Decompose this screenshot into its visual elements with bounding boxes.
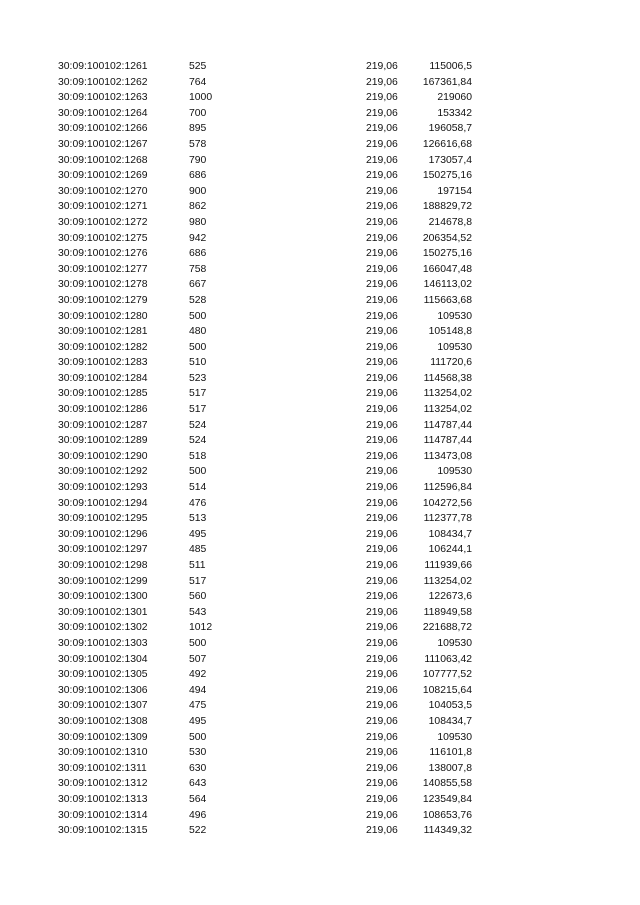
rate-cell: 219,06 <box>366 825 398 837</box>
rate-cell: 219,06 <box>366 622 398 634</box>
cadastral-number-cell: 30:09:100102:1280 <box>58 310 148 322</box>
cadastral-number-cell: 30:09:100102:1300 <box>58 591 148 603</box>
cadastral-number-cell: 30:09:100102:1279 <box>58 294 148 306</box>
area-cell: 1012 <box>189 622 213 634</box>
rate-cell: 219,06 <box>366 248 398 260</box>
cadastral-number-cell: 30:09:100102:1312 <box>58 778 148 790</box>
value-cell: 114568,38 <box>423 372 472 384</box>
cadastral-number-cell: 30:09:100102:1303 <box>58 637 148 649</box>
value-cell: 108215,64 <box>422 684 472 696</box>
rate-cell: 219,06 <box>366 216 398 228</box>
rate-cell: 219,06 <box>366 107 398 119</box>
value-cell: 112596,84 <box>423 482 472 494</box>
table-row <box>0 496 640 512</box>
cadastral-number-cell: 30:09:100102:1270 <box>58 185 148 197</box>
value-cell: 111939,66 <box>424 560 472 571</box>
cadastral-number-cell: 30:09:100102:1272 <box>58 216 148 228</box>
area-cell: 500 <box>189 637 207 649</box>
cadastral-number-cell: 30:09:100102:1297 <box>58 544 148 556</box>
area-cell: 517 <box>189 404 207 416</box>
table-row <box>0 683 640 699</box>
table-row <box>0 792 640 808</box>
cadastral-number-cell: 30:09:100102:1261 <box>58 61 148 72</box>
table-row <box>0 215 640 231</box>
cadastral-number-cell: 30:09:100102:1271 <box>58 201 148 213</box>
rate-cell: 219,06 <box>366 466 398 478</box>
table-row <box>0 371 640 387</box>
rate-cell: 219,06 <box>366 185 398 197</box>
cadastral-number-cell: 30:09:100102:1285 <box>58 388 148 400</box>
rate-cell: 219,06 <box>366 201 398 213</box>
area-cell: 578 <box>189 138 207 150</box>
table-row <box>0 59 640 75</box>
value-cell: 214678,8 <box>428 216 472 228</box>
cadastral-number-cell: 30:09:100102:1305 <box>58 669 148 681</box>
table-row <box>0 153 640 169</box>
area-cell: 862 <box>189 201 207 213</box>
rate-cell: 219,06 <box>366 778 398 790</box>
area-cell: 517 <box>189 575 207 587</box>
area-cell: 686 <box>189 170 207 182</box>
value-cell: 188829,72 <box>422 201 472 213</box>
value-cell: 116101,8 <box>429 747 472 759</box>
area-cell: 790 <box>189 154 207 166</box>
value-cell: 109530 <box>437 637 472 649</box>
area-cell: 510 <box>189 357 207 369</box>
cadastral-number-cell: 30:09:100102:1276 <box>58 248 148 260</box>
table-row <box>0 324 640 340</box>
area-cell: 980 <box>189 216 207 228</box>
area-cell: 514 <box>189 482 207 494</box>
value-cell: 126616,68 <box>422 138 472 150</box>
area-cell: 476 <box>189 497 207 509</box>
area-cell: 523 <box>189 372 207 384</box>
table-row <box>0 293 640 309</box>
value-cell: 115006,5 <box>429 61 472 72</box>
rate-cell: 219,06 <box>366 326 398 338</box>
value-cell: 114349,32 <box>423 825 472 837</box>
value-cell: 114787,44 <box>423 435 472 447</box>
cadastral-number-cell: 30:09:100102:1283 <box>58 357 148 369</box>
value-cell: 112377,78 <box>423 513 472 525</box>
rate-cell: 219,06 <box>366 357 398 369</box>
area-cell: 513 <box>189 513 207 525</box>
table-row <box>0 480 640 496</box>
rate-cell: 219,06 <box>366 637 398 649</box>
cadastral-number-cell: 30:09:100102:1309 <box>58 731 148 743</box>
value-cell: 150275,16 <box>422 248 472 260</box>
rate-cell: 219,06 <box>366 138 398 150</box>
area-cell: 518 <box>189 450 207 462</box>
cadastral-number-cell: 30:09:100102:1281 <box>58 326 148 338</box>
area-cell: 500 <box>189 731 207 743</box>
rate-cell: 219,06 <box>366 372 398 384</box>
cadastral-number-cell: 30:09:100102:1306 <box>58 684 148 696</box>
rate-cell: 219,06 <box>366 669 398 681</box>
cadastral-number-cell: 30:09:100102:1298 <box>58 560 148 571</box>
table-row <box>0 776 640 792</box>
table-row <box>0 121 640 137</box>
area-cell: 686 <box>189 248 207 260</box>
area-cell: 475 <box>189 700 207 712</box>
table-row <box>0 605 640 621</box>
table-row <box>0 418 640 434</box>
area-cell: 495 <box>189 715 207 727</box>
table-row <box>0 745 640 761</box>
table-row <box>0 402 640 418</box>
table-row <box>0 433 640 449</box>
value-cell: 109530 <box>437 466 472 478</box>
cadastral-number-cell: 30:09:100102:1267 <box>58 138 148 150</box>
rate-cell: 219,06 <box>366 747 398 759</box>
area-cell: 895 <box>189 123 207 135</box>
value-cell: 197154 <box>437 185 472 197</box>
cadastral-number-cell: 30:09:100102:1301 <box>58 606 148 618</box>
cadastral-number-cell: 30:09:100102:1314 <box>58 809 148 821</box>
rate-cell: 219,06 <box>366 793 398 805</box>
cadastral-number-cell: 30:09:100102:1311 <box>58 762 147 774</box>
rate-cell: 219,06 <box>366 123 398 135</box>
rate-cell: 219,06 <box>366 715 398 727</box>
value-cell: 166047,48 <box>422 263 472 275</box>
value-cell: 115663,68 <box>423 294 472 306</box>
value-cell: 113254,02 <box>423 575 472 587</box>
area-cell: 485 <box>189 544 207 556</box>
area-cell: 500 <box>189 310 207 322</box>
rate-cell: 219,06 <box>366 528 398 540</box>
area-cell: 764 <box>189 76 207 88</box>
table-row <box>0 246 640 262</box>
rate-cell: 219,06 <box>366 762 398 774</box>
value-cell: 105148,8 <box>428 326 472 338</box>
table-row <box>0 386 640 402</box>
value-cell: 146113,02 <box>423 279 472 291</box>
table-row <box>0 730 640 746</box>
value-cell: 122673,6 <box>428 591 472 603</box>
rate-cell: 219,06 <box>366 482 398 494</box>
cadastral-number-cell: 30:09:100102:1290 <box>58 450 148 462</box>
cadastral-number-cell: 30:09:100102:1308 <box>58 715 148 727</box>
cadastral-number-cell: 30:09:100102:1307 <box>58 700 148 712</box>
area-cell: 500 <box>189 341 207 353</box>
table-row <box>0 589 640 605</box>
value-cell: 107777,52 <box>422 669 472 681</box>
area-cell: 492 <box>189 669 207 681</box>
cadastral-number-cell: 30:09:100102:1292 <box>58 466 148 478</box>
area-cell: 480 <box>189 326 207 338</box>
value-cell: 206354,52 <box>422 232 472 244</box>
table-row <box>0 511 640 527</box>
area-cell: 643 <box>189 778 207 790</box>
value-cell: 104272,56 <box>422 497 472 509</box>
rate-cell: 219,06 <box>366 450 398 462</box>
rate-cell: 219,06 <box>366 684 398 696</box>
area-cell: 511 <box>189 560 206 571</box>
rate-cell: 219,06 <box>366 731 398 743</box>
rate-cell: 219,06 <box>366 497 398 509</box>
area-cell: 900 <box>189 185 207 197</box>
rate-cell: 219,06 <box>366 310 398 322</box>
area-cell: 530 <box>189 747 207 759</box>
value-cell: 109530 <box>437 731 472 743</box>
area-cell: 525 <box>189 61 207 72</box>
area-cell: 495 <box>189 528 207 540</box>
table-row <box>0 277 640 293</box>
area-cell: 543 <box>189 606 207 618</box>
area-cell: 496 <box>189 809 207 821</box>
cadastral-number-cell: 30:09:100102:1268 <box>58 154 148 166</box>
table-row <box>0 761 640 777</box>
cadastral-number-cell: 30:09:100102:1263 <box>58 92 148 104</box>
value-cell: 219060 <box>437 92 472 104</box>
rate-cell: 219,06 <box>366 653 398 665</box>
table-row <box>0 90 640 106</box>
cadastral-number-cell: 30:09:100102:1266 <box>58 123 148 135</box>
table-row <box>0 106 640 122</box>
value-cell: 138007,8 <box>428 762 472 774</box>
value-cell: 108653,76 <box>422 809 472 821</box>
rate-cell: 219,06 <box>366 76 398 88</box>
table-row <box>0 698 640 714</box>
table-row <box>0 558 640 574</box>
rate-cell: 219,06 <box>366 575 398 587</box>
rate-cell: 219,06 <box>366 606 398 618</box>
table-row <box>0 636 640 652</box>
rate-cell: 219,06 <box>366 92 398 104</box>
value-cell: 123549,84 <box>422 793 472 805</box>
value-cell: 111720,6 <box>430 357 472 369</box>
area-cell: 564 <box>189 793 207 805</box>
table-row <box>0 464 640 480</box>
area-cell: 700 <box>189 107 207 119</box>
value-cell: 106244,1 <box>428 544 472 556</box>
rate-cell: 219,06 <box>366 560 398 571</box>
rate-cell: 219,06 <box>366 154 398 166</box>
rate-cell: 219,06 <box>366 404 398 416</box>
cadastral-number-cell: 30:09:100102:1287 <box>58 419 148 431</box>
table-row <box>0 340 640 356</box>
table-row <box>0 199 640 215</box>
table-row <box>0 449 640 465</box>
area-cell: 758 <box>189 263 207 275</box>
rate-cell: 219,06 <box>366 700 398 712</box>
cadastral-number-cell: 30:09:100102:1284 <box>58 372 148 384</box>
value-cell: 196058,7 <box>428 123 472 135</box>
value-cell: 111063,42 <box>424 653 472 665</box>
rate-cell: 219,06 <box>366 435 398 447</box>
area-cell: 667 <box>189 279 207 291</box>
cadastral-number-cell: 30:09:100102:1295 <box>58 513 148 525</box>
value-cell: 150275,16 <box>422 170 472 182</box>
area-cell: 560 <box>189 591 207 603</box>
cadastral-number-cell: 30:09:100102:1262 <box>58 76 148 88</box>
area-cell: 942 <box>189 232 207 244</box>
value-cell: 167361,84 <box>422 76 472 88</box>
rate-cell: 219,06 <box>366 419 398 431</box>
area-cell: 630 <box>189 762 207 774</box>
table-row <box>0 823 640 839</box>
table-row <box>0 620 640 636</box>
cadastral-number-cell: 30:09:100102:1302 <box>58 622 148 634</box>
rate-cell: 219,06 <box>366 170 398 182</box>
value-cell: 153342 <box>437 107 472 119</box>
value-cell: 118949,58 <box>423 606 472 618</box>
table-row <box>0 574 640 590</box>
cadastral-number-cell: 30:09:100102:1269 <box>58 170 148 182</box>
table-row <box>0 667 640 683</box>
value-cell: 109530 <box>437 310 472 322</box>
table-row <box>0 542 640 558</box>
value-cell: 173057,4 <box>428 154 472 166</box>
rate-cell: 219,06 <box>366 263 398 275</box>
rate-cell: 219,06 <box>366 388 398 400</box>
rate-cell: 219,06 <box>366 513 398 525</box>
cadastral-number-cell: 30:09:100102:1299 <box>58 575 148 587</box>
cadastral-number-cell: 30:09:100102:1286 <box>58 404 148 416</box>
area-cell: 1000 <box>189 92 213 104</box>
rate-cell: 219,06 <box>366 544 398 556</box>
rate-cell: 219,06 <box>366 279 398 291</box>
rate-cell: 219,06 <box>366 232 398 244</box>
cadastral-number-cell: 30:09:100102:1264 <box>58 107 148 119</box>
cadastral-number-cell: 30:09:100102:1294 <box>58 497 148 509</box>
cadastral-number-cell: 30:09:100102:1278 <box>58 279 148 291</box>
area-cell: 494 <box>189 684 207 696</box>
area-cell: 522 <box>189 825 207 837</box>
cadastral-number-cell: 30:09:100102:1289 <box>58 435 148 447</box>
area-cell: 500 <box>189 466 207 478</box>
value-cell: 113473,08 <box>423 450 472 462</box>
value-cell: 221688,72 <box>422 622 472 634</box>
rate-cell: 219,06 <box>366 61 398 72</box>
area-cell: 507 <box>189 653 207 665</box>
table-row <box>0 75 640 91</box>
cadastral-number-cell: 30:09:100102:1293 <box>58 482 148 494</box>
table-row <box>0 184 640 200</box>
cadastral-number-cell: 30:09:100102:1275 <box>58 232 148 244</box>
value-cell: 113254,02 <box>423 388 472 400</box>
table-row <box>0 137 640 153</box>
value-cell: 104053,5 <box>428 700 472 712</box>
rate-cell: 219,06 <box>366 809 398 821</box>
value-cell: 113254,02 <box>423 404 472 416</box>
data-table <box>0 59 640 839</box>
rate-cell: 219,06 <box>366 341 398 353</box>
rate-cell: 219,06 <box>366 591 398 603</box>
table-row <box>0 355 640 371</box>
table-row <box>0 714 640 730</box>
area-cell: 517 <box>189 388 207 400</box>
rate-cell: 219,06 <box>366 294 398 306</box>
cadastral-number-cell: 30:09:100102:1313 <box>58 793 148 805</box>
table-row <box>0 652 640 668</box>
table-row <box>0 168 640 184</box>
value-cell: 114787,44 <box>423 419 472 431</box>
value-cell: 140855,58 <box>422 778 472 790</box>
area-cell: 528 <box>189 294 207 306</box>
cadastral-number-cell: 30:09:100102:1282 <box>58 341 148 353</box>
cadastral-number-cell: 30:09:100102:1310 <box>58 747 148 759</box>
table-row <box>0 309 640 325</box>
area-cell: 524 <box>189 435 207 447</box>
table-row <box>0 808 640 824</box>
value-cell: 109530 <box>437 341 472 353</box>
value-cell: 108434,7 <box>428 528 472 540</box>
cadastral-number-cell: 30:09:100102:1277 <box>58 263 148 275</box>
table-row <box>0 231 640 247</box>
cadastral-number-cell: 30:09:100102:1296 <box>58 528 148 540</box>
value-cell: 108434,7 <box>428 715 472 727</box>
cadastral-number-cell: 30:09:100102:1315 <box>58 825 148 837</box>
area-cell: 524 <box>189 419 207 431</box>
table-row <box>0 527 640 543</box>
table-row <box>0 262 640 278</box>
cadastral-number-cell: 30:09:100102:1304 <box>58 653 148 665</box>
